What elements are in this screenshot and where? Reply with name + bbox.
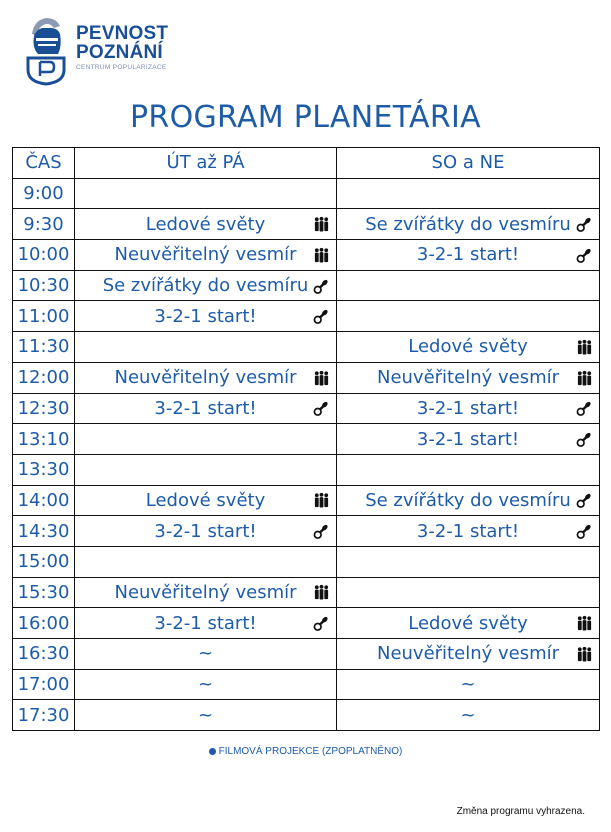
program-name: 3-2-1 start! — [154, 305, 257, 327]
logo-line-2: POZNÁNÍ — [76, 42, 163, 63]
program-name: 3-2-1 start! — [154, 612, 257, 634]
weekend-cell — [337, 332, 600, 363]
program-name: Neuvěřitelný vesmír — [114, 244, 297, 266]
weekend-cell — [337, 485, 600, 516]
pacifier-icon — [576, 246, 593, 263]
time-cell: 10:00 — [13, 240, 75, 271]
time-cell: 9:30 — [13, 209, 75, 240]
table-row — [13, 240, 600, 271]
program-name: Ledové světy — [408, 336, 528, 358]
time-cell: 14:00 — [13, 485, 75, 516]
weekday-cell — [75, 516, 337, 547]
weekday-cell — [75, 301, 337, 332]
table-row — [13, 332, 600, 363]
weekday-cell — [75, 178, 337, 209]
table-row — [13, 270, 600, 301]
program-name: ~ — [460, 674, 476, 696]
program-name: Neuvěřitelný vesmír — [114, 581, 297, 603]
program-name: Se zvířátky do vesmíru — [365, 213, 571, 235]
time-cell: 11:30 — [13, 332, 75, 363]
program-name: ~ — [197, 643, 214, 665]
program-name: Neuvěřitelný vesmír — [376, 643, 560, 665]
pacifier-icon — [313, 400, 330, 417]
weekday-cell — [75, 546, 337, 577]
schedule-table — [12, 147, 600, 731]
weekday-cell — [75, 454, 337, 485]
program-name: Neuvěřitelný vesmír — [376, 367, 560, 389]
bullet-icon — [209, 748, 216, 755]
table-row — [13, 178, 600, 209]
weekday-cell — [75, 270, 337, 301]
header-time: ČAS — [13, 148, 75, 179]
weekday-cell — [75, 485, 337, 516]
time-cell: 10:30 — [13, 270, 75, 301]
weekday-cell — [75, 240, 337, 271]
weekend-cell — [337, 393, 600, 424]
weekday-cell — [75, 393, 337, 424]
table-row — [13, 209, 600, 240]
legend-text: FILMOVÁ PROJEKCE (ZPOPLATNĚNO) — [218, 746, 403, 757]
time-cell: 17:00 — [13, 669, 75, 700]
family-icon — [576, 645, 593, 662]
table-row — [13, 485, 600, 516]
table-row — [13, 301, 600, 332]
weekday-cell — [75, 700, 337, 731]
table-row — [13, 700, 600, 731]
logo-subtitle: CENTRUM POPULARIZACE — [76, 64, 167, 71]
weekend-cell — [337, 362, 600, 393]
weekend-cell — [337, 209, 600, 240]
program-name: Ledové světy — [145, 213, 266, 235]
weekend-cell — [337, 669, 600, 700]
table-row — [13, 454, 600, 485]
table-row — [13, 424, 600, 455]
weekend-cell — [337, 700, 600, 731]
legend — [0, 746, 611, 757]
pacifier-icon — [313, 308, 330, 325]
time-cell: 16:00 — [13, 608, 75, 639]
time-cell: 15:30 — [13, 577, 75, 608]
weekend-cell — [337, 270, 600, 301]
weekend-cell — [337, 240, 600, 271]
family-icon — [313, 584, 330, 601]
header-row — [13, 148, 600, 179]
header-weekend: SO a NE — [337, 148, 600, 179]
weekday-cell — [75, 332, 337, 363]
weekend-cell — [337, 178, 600, 209]
time-cell: 13:30 — [13, 454, 75, 485]
program-name: Se zvířátky do vesmíru — [102, 275, 309, 297]
time-cell: 15:00 — [13, 546, 75, 577]
pacifier-icon — [576, 400, 593, 417]
weekday-cell — [75, 424, 337, 455]
program-name: Ledové světy — [145, 489, 266, 511]
time-cell: 13:10 — [13, 424, 75, 455]
program-name: ~ — [460, 704, 476, 726]
pacifier-icon — [576, 492, 593, 509]
time-cell: 12:30 — [13, 393, 75, 424]
program-name: 3-2-1 start! — [154, 397, 257, 419]
time-cell: 12:00 — [13, 362, 75, 393]
weekend-cell — [337, 516, 600, 547]
table-row — [13, 577, 600, 608]
weekday-cell — [75, 669, 337, 700]
family-icon — [576, 338, 593, 355]
pacifier-icon — [313, 523, 330, 540]
logo-line-1: PEVNOST — [76, 23, 169, 44]
table-row — [13, 393, 600, 424]
weekday-cell — [75, 608, 337, 639]
program-name: 3-2-1 start! — [154, 520, 257, 542]
pacifier-icon — [576, 431, 593, 448]
table-row — [13, 362, 600, 393]
pacifier-icon — [313, 615, 330, 632]
weekend-cell — [337, 546, 600, 577]
program-name: Se zvířátky do vesmíru — [365, 489, 571, 511]
program-name: 3-2-1 start! — [416, 244, 520, 266]
time-cell: 16:30 — [13, 639, 75, 670]
knight-helmet-icon — [24, 14, 68, 86]
table-row — [13, 669, 600, 700]
disclaimer: Změna programu vyhrazena. — [456, 806, 585, 817]
program-name: 3-2-1 start! — [416, 520, 520, 542]
pacifier-icon — [313, 277, 330, 294]
program-name: 3-2-1 start! — [416, 397, 520, 419]
pacifier-icon — [576, 216, 593, 233]
program-name: Ledové světy — [408, 612, 528, 634]
family-icon — [313, 216, 330, 233]
program-name: 3-2-1 start! — [416, 428, 520, 450]
time-cell: 14:30 — [13, 516, 75, 547]
program-name: ~ — [197, 674, 214, 696]
time-cell: 9:00 — [13, 178, 75, 209]
header-weekday: ÚT až PÁ — [75, 148, 337, 179]
weekday-cell — [75, 209, 337, 240]
schedule-body — [13, 178, 600, 730]
weekday-cell — [75, 639, 337, 670]
page-title: PROGRAM PLANETÁRIA — [130, 100, 481, 135]
weekday-cell — [75, 362, 337, 393]
weekend-cell — [337, 608, 600, 639]
family-icon — [576, 369, 593, 386]
pacifier-icon — [576, 523, 593, 540]
family-icon — [313, 369, 330, 386]
time-cell: 17:30 — [13, 700, 75, 731]
family-icon — [313, 246, 330, 263]
logo — [24, 14, 194, 86]
program-name: ~ — [197, 704, 214, 726]
weekend-cell — [337, 577, 600, 608]
table-row — [13, 546, 600, 577]
table-row — [13, 608, 600, 639]
weekend-cell — [337, 301, 600, 332]
table-row — [13, 639, 600, 670]
family-icon — [313, 492, 330, 509]
program-name: Neuvěřitelný vesmír — [114, 367, 297, 389]
table-row — [13, 516, 600, 547]
weekend-cell — [337, 454, 600, 485]
time-cell: 11:00 — [13, 301, 75, 332]
weekend-cell — [337, 639, 600, 670]
weekend-cell — [337, 424, 600, 455]
weekday-cell — [75, 577, 337, 608]
family-icon — [576, 615, 593, 632]
